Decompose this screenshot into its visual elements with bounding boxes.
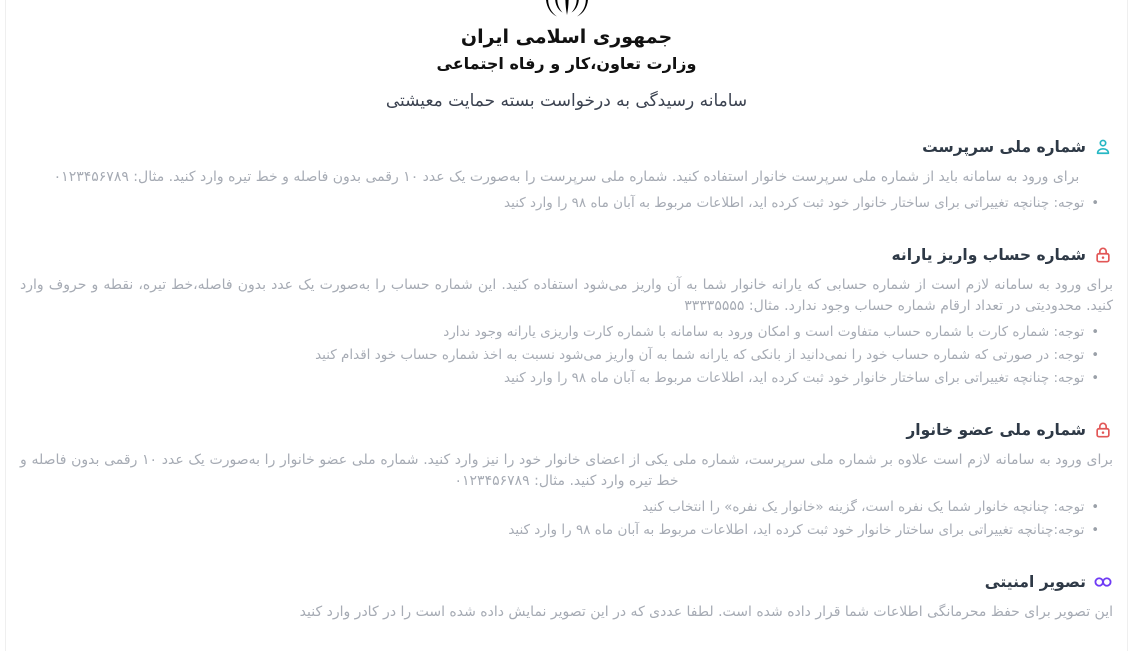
- section-header: [20, 137, 1113, 157]
- guide-content: [0, 137, 1133, 623]
- section-guardian-national-id: [20, 137, 1113, 215]
- section-header: [20, 245, 1113, 265]
- section-paragraph: برای ورود به سامانه لازم است علاوه بر شماره ملی سرپرست، شماره ملی یکی از اعضای خانوار خود را نیز وارد کنید. شماره ملی عضو خانوار را به‌صورت یک عدد ۱۰ رقمی بدون فاصله و خط تیره وارد کنید. مثال: ۰۱۲۳۴۵۶۷۸۹: [20, 451, 1113, 489]
- note-list: [20, 321, 1113, 390]
- section-paragraph: این تصویر برای حفظ محرمانگی اطلاعات شما قرار داده شده است. لطفا عددی که در این تصویر نمایش داده شده است را در کادر وارد کنید: [299, 603, 1113, 620]
- note-list: [20, 192, 1113, 215]
- section-header: [20, 572, 1113, 592]
- section-member-national-id: [20, 420, 1113, 542]
- note-item: • توجه: چنانچه خانوار شما یک نفره است، گزینه «خانوار یک نفره» را انتخاب کنید: [20, 496, 1099, 519]
- note-item: • توجه: چنانچه تغییراتی برای ساختار خانوار خود ثبت کرده اید، اطلاعات مربوط به آبان ماه ۹۸ را وارد کنید: [20, 367, 1099, 390]
- section-title: شماره ملی سرپرست: [922, 137, 1086, 156]
- note-list: [20, 496, 1113, 542]
- section-header: [20, 420, 1113, 440]
- section-title: شماره حساب واریز یارانه: [891, 245, 1086, 264]
- section-title: تصویر امنیتی: [984, 572, 1086, 591]
- page-header: [0, 0, 1133, 112]
- section-paragraph: برای ورود به سامانه لازم است از شماره حسابی که یارانه خانوار شما به آن واریز می‌شود استفاده کنید. این شماره حساب را به‌صورت یک عدد بدون فاصله،خط تیره، نقطه و حروف وارد کنید. محدودیتی در تعداد ارقام شماره حساب وجود ندارد. مثال: ۳۳۳۳۵۵۵۵: [20, 276, 1113, 314]
- note-item: • توجه:چنانچه تغییراتی برای ساختار خانوار خود ثبت کرده اید، اطلاعات مربوط به آبان ماه ۹۸ را وارد کنید: [20, 519, 1099, 542]
- note-item: • توجه: شماره کارت با شماره حساب متفاوت است و امکان ورود به سامانه با شماره کارت واریزی یارانه وجود ندارد: [20, 321, 1099, 344]
- section-title: شماره ملی عضو خانوار: [906, 420, 1086, 439]
- section-paragraph: برای ورود به سامانه باید از شماره ملی سرپرست خانوار استفاده کنید. شماره ملی سرپرست را به‌صورت یک عدد ۱۰ رقمی بدون فاصله و خط تیره وارد کنید. مثال: ۰۱۲۳۴۵۶۷۸۹: [53, 168, 1080, 185]
- note-item: • توجه: چنانچه تغییراتی برای ساختار خانوار خود ثبت کرده اید، اطلاعات مربوط به آبان ماه ۹۸ را وارد کنید: [20, 192, 1099, 215]
- page-title: سامانه رسیدگی به درخواست بسته حمایت معیشتی: [385, 90, 748, 111]
- note-item: • توجه: در صورتی که شماره حساب خود را نمی‌دانید از بانکی که یارانه شما به آن واریز می‌شود نسبت به اخذ شماره حساب خود اقدام کنید: [20, 344, 1099, 367]
- lock-icon: [1093, 420, 1113, 440]
- person-icon: [1093, 137, 1113, 157]
- government-name: جمهوری اسلامی ایران: [460, 26, 673, 48]
- lock-icon: [1093, 245, 1113, 265]
- glasses-icon: [1093, 572, 1113, 592]
- section-subsidy-account-number: [20, 245, 1113, 390]
- section-captcha-image: [20, 572, 1113, 623]
- ministry-name: وزارت تعاون،کار و رفاه اجتماعی: [436, 53, 697, 73]
- iran-national-emblem-icon: [535, 0, 599, 22]
